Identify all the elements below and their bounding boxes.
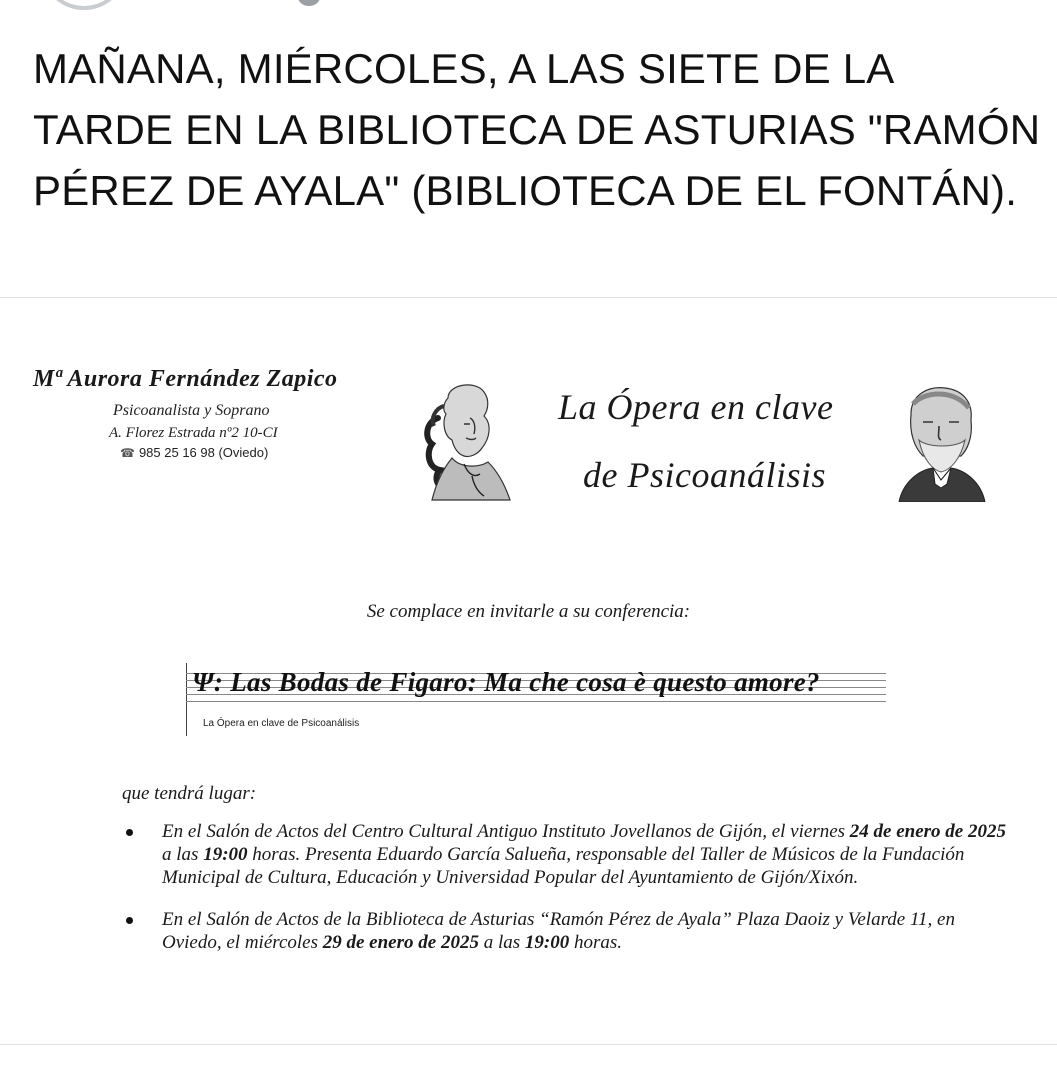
event-date: 29 de enero de 2025 [322, 932, 479, 953]
telephone-icon: ☎ [120, 446, 135, 460]
invitation-image[interactable] [0, 298, 1057, 1044]
event-text: horas. [569, 932, 623, 953]
event-text: horas. Presenta Eduardo García Salueña, responsable del Taller de Músicos de la Fundación Municipal de Cultura, Educación y Universidad Popular del Ayuntamiento de Gijón/Xixón. [162, 844, 965, 888]
series-title-line1: La Ópera en clave [558, 387, 834, 427]
status-dot-icon [298, 0, 320, 6]
event-time: 19:00 [203, 844, 248, 865]
event-text: a las [162, 844, 204, 865]
author-name: Mª Aurora Fernández Zapico [33, 366, 338, 392]
lecture-title-box [186, 663, 886, 735]
list-item [126, 820, 1006, 889]
divider [0, 1044, 1057, 1045]
event-text: En el Salón de Actos del Centro Cultural Antiguo Instituto Jovellanos de Gijón, el viernes [162, 821, 850, 842]
bullet-icon [126, 917, 133, 924]
event-list [126, 820, 1006, 954]
feed-header-remnant [0, 0, 1057, 14]
invitation-line: Se complace en invitarle a su conferencia: [366, 601, 691, 622]
venue-intro: que tendrá lugar: [122, 783, 257, 804]
event-time: 19:00 [524, 932, 570, 953]
phone-number: 985 25 16 98 (Oviedo) [138, 445, 269, 460]
event-date: 24 de enero de 2025 [849, 821, 1006, 842]
author-phone [120, 445, 268, 460]
post-text: MAÑANA, MIÉRCOLES, A LAS SIETE DE LA TARDE EN LA BIBLIOTECA DE ASTURIAS "RAMÓN PÉREZ DE AYALA" (BIBLIOTECA DE EL FONTÁN). [33, 45, 1041, 214]
event-text: En el Salón de Actos de la Biblioteca de Asturias “Ramón Pérez de Ayala” Plaza Daoiz y Velarde 11, en Oviedo, el miércoles [162, 909, 955, 953]
lecture-title: Ψ: Las Bodas de Figaro: Ma che cosa è questo amore? [192, 667, 820, 697]
author-address: A. Florez Estrada nº2 10-CI [109, 425, 278, 441]
event-text: a las [478, 932, 525, 953]
staff-line [186, 701, 886, 702]
author-role: Psicoanalista y Soprano [113, 402, 270, 419]
lecture-subtitle: La Ópera en clave de Psicoanálisis [203, 718, 360, 729]
freud-portrait-image [893, 384, 989, 502]
avatar[interactable] [42, 0, 126, 10]
list-item [126, 908, 1006, 954]
series-title-line2: de Psicoanálisis [583, 455, 826, 495]
bullet-icon [126, 829, 133, 836]
mozart-portrait-image [418, 378, 518, 503]
